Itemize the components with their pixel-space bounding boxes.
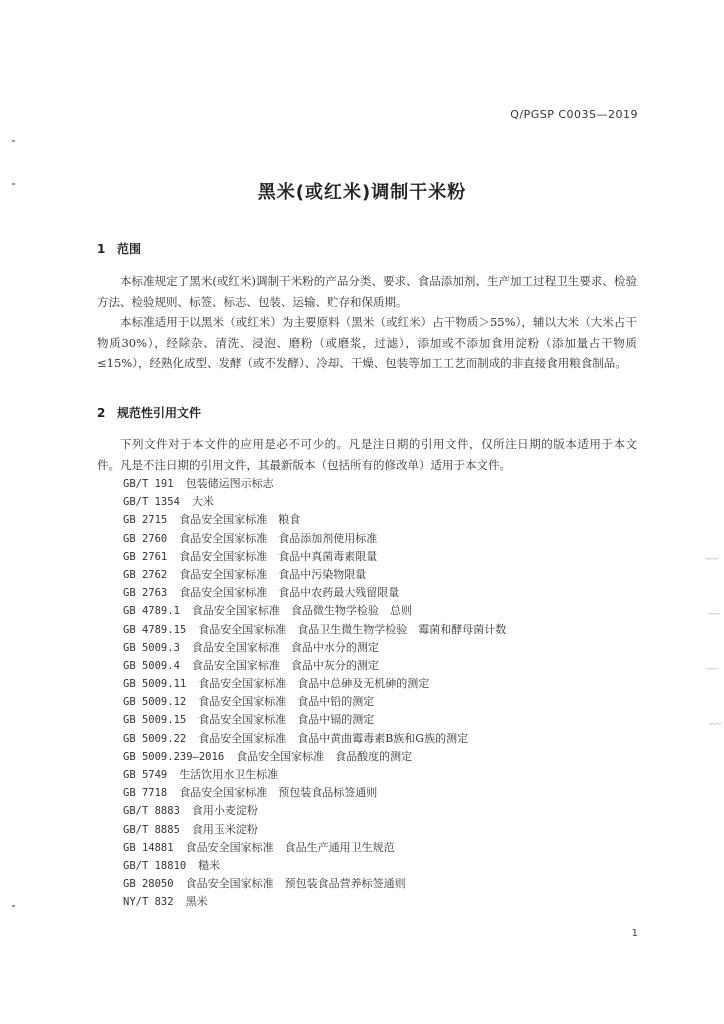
reference-code: GB 5009.12: [123, 696, 187, 709]
reference-code: GB 5009.4: [123, 659, 180, 672]
reference-code: GB 5009.15: [123, 714, 187, 727]
reference-code: GB 4789.15: [123, 623, 187, 636]
standard-code: Q/PGSP C003S—2019: [510, 108, 638, 121]
reference-code: GB 2763: [123, 587, 168, 600]
reference-title: 食品安全国家标准 食品中镉的测定: [198, 713, 375, 727]
page-number: 1: [631, 928, 638, 939]
reference-item: [123, 548, 506, 566]
reference-title: 食品安全国家标准 食品中农药最大残留限量: [179, 586, 400, 600]
reference-title: 食用玉米淀粉: [191, 822, 258, 836]
reference-item: [123, 530, 506, 548]
reference-item: [123, 657, 506, 675]
reference-item: [123, 602, 506, 620]
reference-title: 食品安全国家标准 食品酸度的测定: [236, 749, 413, 763]
reference-title: 食品安全国家标准 预包装食品标签通则: [179, 786, 378, 800]
reference-code: GB 2760: [123, 532, 168, 545]
reference-item: [123, 802, 506, 820]
reference-item: [123, 875, 506, 893]
reference-code: GB/T 8885: [123, 823, 180, 836]
reference-item: [123, 566, 506, 584]
reference-title: 食品安全国家标准 食品添加剂使用标准: [179, 531, 378, 545]
reference-item: [123, 639, 506, 657]
section-number: 1: [97, 242, 106, 256]
reference-title: 食品安全国家标准 食品生产通用卫生规范: [185, 840, 395, 854]
reference-code: GB 2761: [123, 550, 168, 563]
reference-code: GB 5009.239—2016: [123, 750, 225, 763]
scan-smudge: ﹏: [706, 657, 719, 671]
reference-title: 食品安全国家标准 食品中真菌毒素限量: [179, 549, 378, 563]
reference-item: [123, 621, 506, 639]
reference-title: 食品安全国家标准 食品中污染物限量: [179, 567, 367, 581]
reference-title: 食品安全国家标准 食品卫生微生物学检验 霉菌和酵母菌计数: [198, 622, 507, 636]
section-title: 规范性引用文件: [117, 406, 202, 420]
scan-smudge: ﹏: [706, 547, 719, 561]
reference-code: GB 5009.3: [123, 641, 180, 654]
reference-title: 食品安全国家标准 食品中水分的测定: [191, 640, 379, 654]
scope-paragraph-2: 本标准适用于以黑米（或红米）为主要原料（黑米（或红米）占干物质＞55%），辅以大米（大米占干物质30%），经除杂、清洗、浸泡、磨粉（或磨浆，过滤），添加或不添加食用淀粉（添加量占干物质≤15%），经熟化成型、发酵（或不发酵）、冷却、干燥、包装等加工工艺而制成的非直接食用粮食制品。: [97, 315, 637, 370]
reference-title: 大米: [191, 495, 214, 509]
reference-item: [123, 511, 506, 529]
scan-smudge: ﹏: [709, 712, 722, 726]
section-heading-scope: [97, 240, 141, 257]
reference-title: 生活饮用水卫生标准: [179, 768, 279, 781]
reference-title: 包装储运图示标志: [185, 477, 274, 490]
reference-item: [123, 821, 506, 839]
reference-code: GB/T 1354: [123, 496, 180, 509]
scan-edge-mark: [12, 140, 15, 142]
reference-title: 食品安全国家标准 食品中铅的测定: [198, 695, 375, 709]
references-intro-paragraph: 下列文件对于本文件的应用是必不可少的。凡是注日期的引用文件，仅所注日期的版本适用于本文件。凡是不注日期的引用文件，其最新版本（包括所有的修改单）适用于本文件。: [97, 437, 637, 472]
reference-item: [123, 693, 506, 711]
reference-code: GB 4789.1: [123, 605, 180, 618]
reference-title: 食用小麦淀粉: [191, 804, 258, 818]
section-title: 范围: [117, 242, 142, 256]
reference-item: [123, 748, 506, 766]
reference-title: 食品安全国家标准 预包装食品营养标签通则: [185, 877, 406, 891]
reference-item: [123, 857, 506, 875]
reference-code: GB 7718: [123, 787, 168, 800]
reference-title: 食品安全国家标准 食品中总砷及无机砷的测定: [198, 677, 430, 691]
section-heading-references: [97, 404, 201, 421]
document-title: 黑米(或红米)调制干米粉: [257, 182, 467, 203]
reference-title: 食品安全国家标准 食品微生物学检验 总则: [191, 604, 412, 618]
reference-code: GB 28050: [123, 878, 174, 891]
reference-title: 黑米: [185, 895, 208, 909]
reference-list: [123, 475, 506, 912]
reference-code: GB 14881: [123, 841, 174, 854]
reference-item: [123, 584, 506, 602]
reference-item: [123, 675, 506, 693]
reference-item: [123, 730, 506, 748]
reference-item: [123, 711, 506, 729]
reference-item: [123, 784, 506, 802]
reference-item: [123, 893, 506, 911]
reference-title: 食品安全国家标准 粮食: [179, 513, 301, 527]
reference-code: GB 5009.22: [123, 732, 187, 745]
reference-item: [123, 475, 506, 493]
scan-edge-mark: [12, 905, 15, 907]
reference-code: GB/T 8883: [123, 805, 180, 818]
reference-code: GB/T 18810: [123, 859, 187, 872]
reference-item: [123, 839, 506, 857]
reference-title: 糙米: [198, 858, 221, 872]
reference-code: GB 2762: [123, 568, 168, 581]
reference-title: 食品安全国家标准 食品中灰分的测定: [191, 658, 379, 672]
reference-code: GB 5749: [123, 769, 168, 781]
reference-code: NY/T 832: [123, 896, 174, 909]
section-number: 2: [97, 406, 106, 420]
reference-code: GB 2715: [123, 514, 168, 527]
reference-code: GB/T 191: [123, 478, 174, 490]
reference-item: [123, 493, 506, 511]
reference-item: [123, 766, 506, 784]
reference-title: 食品安全国家标准 食品中黄曲霉毒素B族和G族的测定: [198, 731, 469, 745]
scan-smudge: ﹏: [708, 602, 721, 616]
reference-code: GB 5009.11: [123, 678, 187, 691]
scope-paragraph-1: 本标准规定了黑米(或红米)调制干米粉的产品分类、要求、食品添加剂、生产加工过程卫生要求、检验方法、检验规则、标签、标志、包装、运输、贮存和保质期。: [97, 274, 637, 309]
